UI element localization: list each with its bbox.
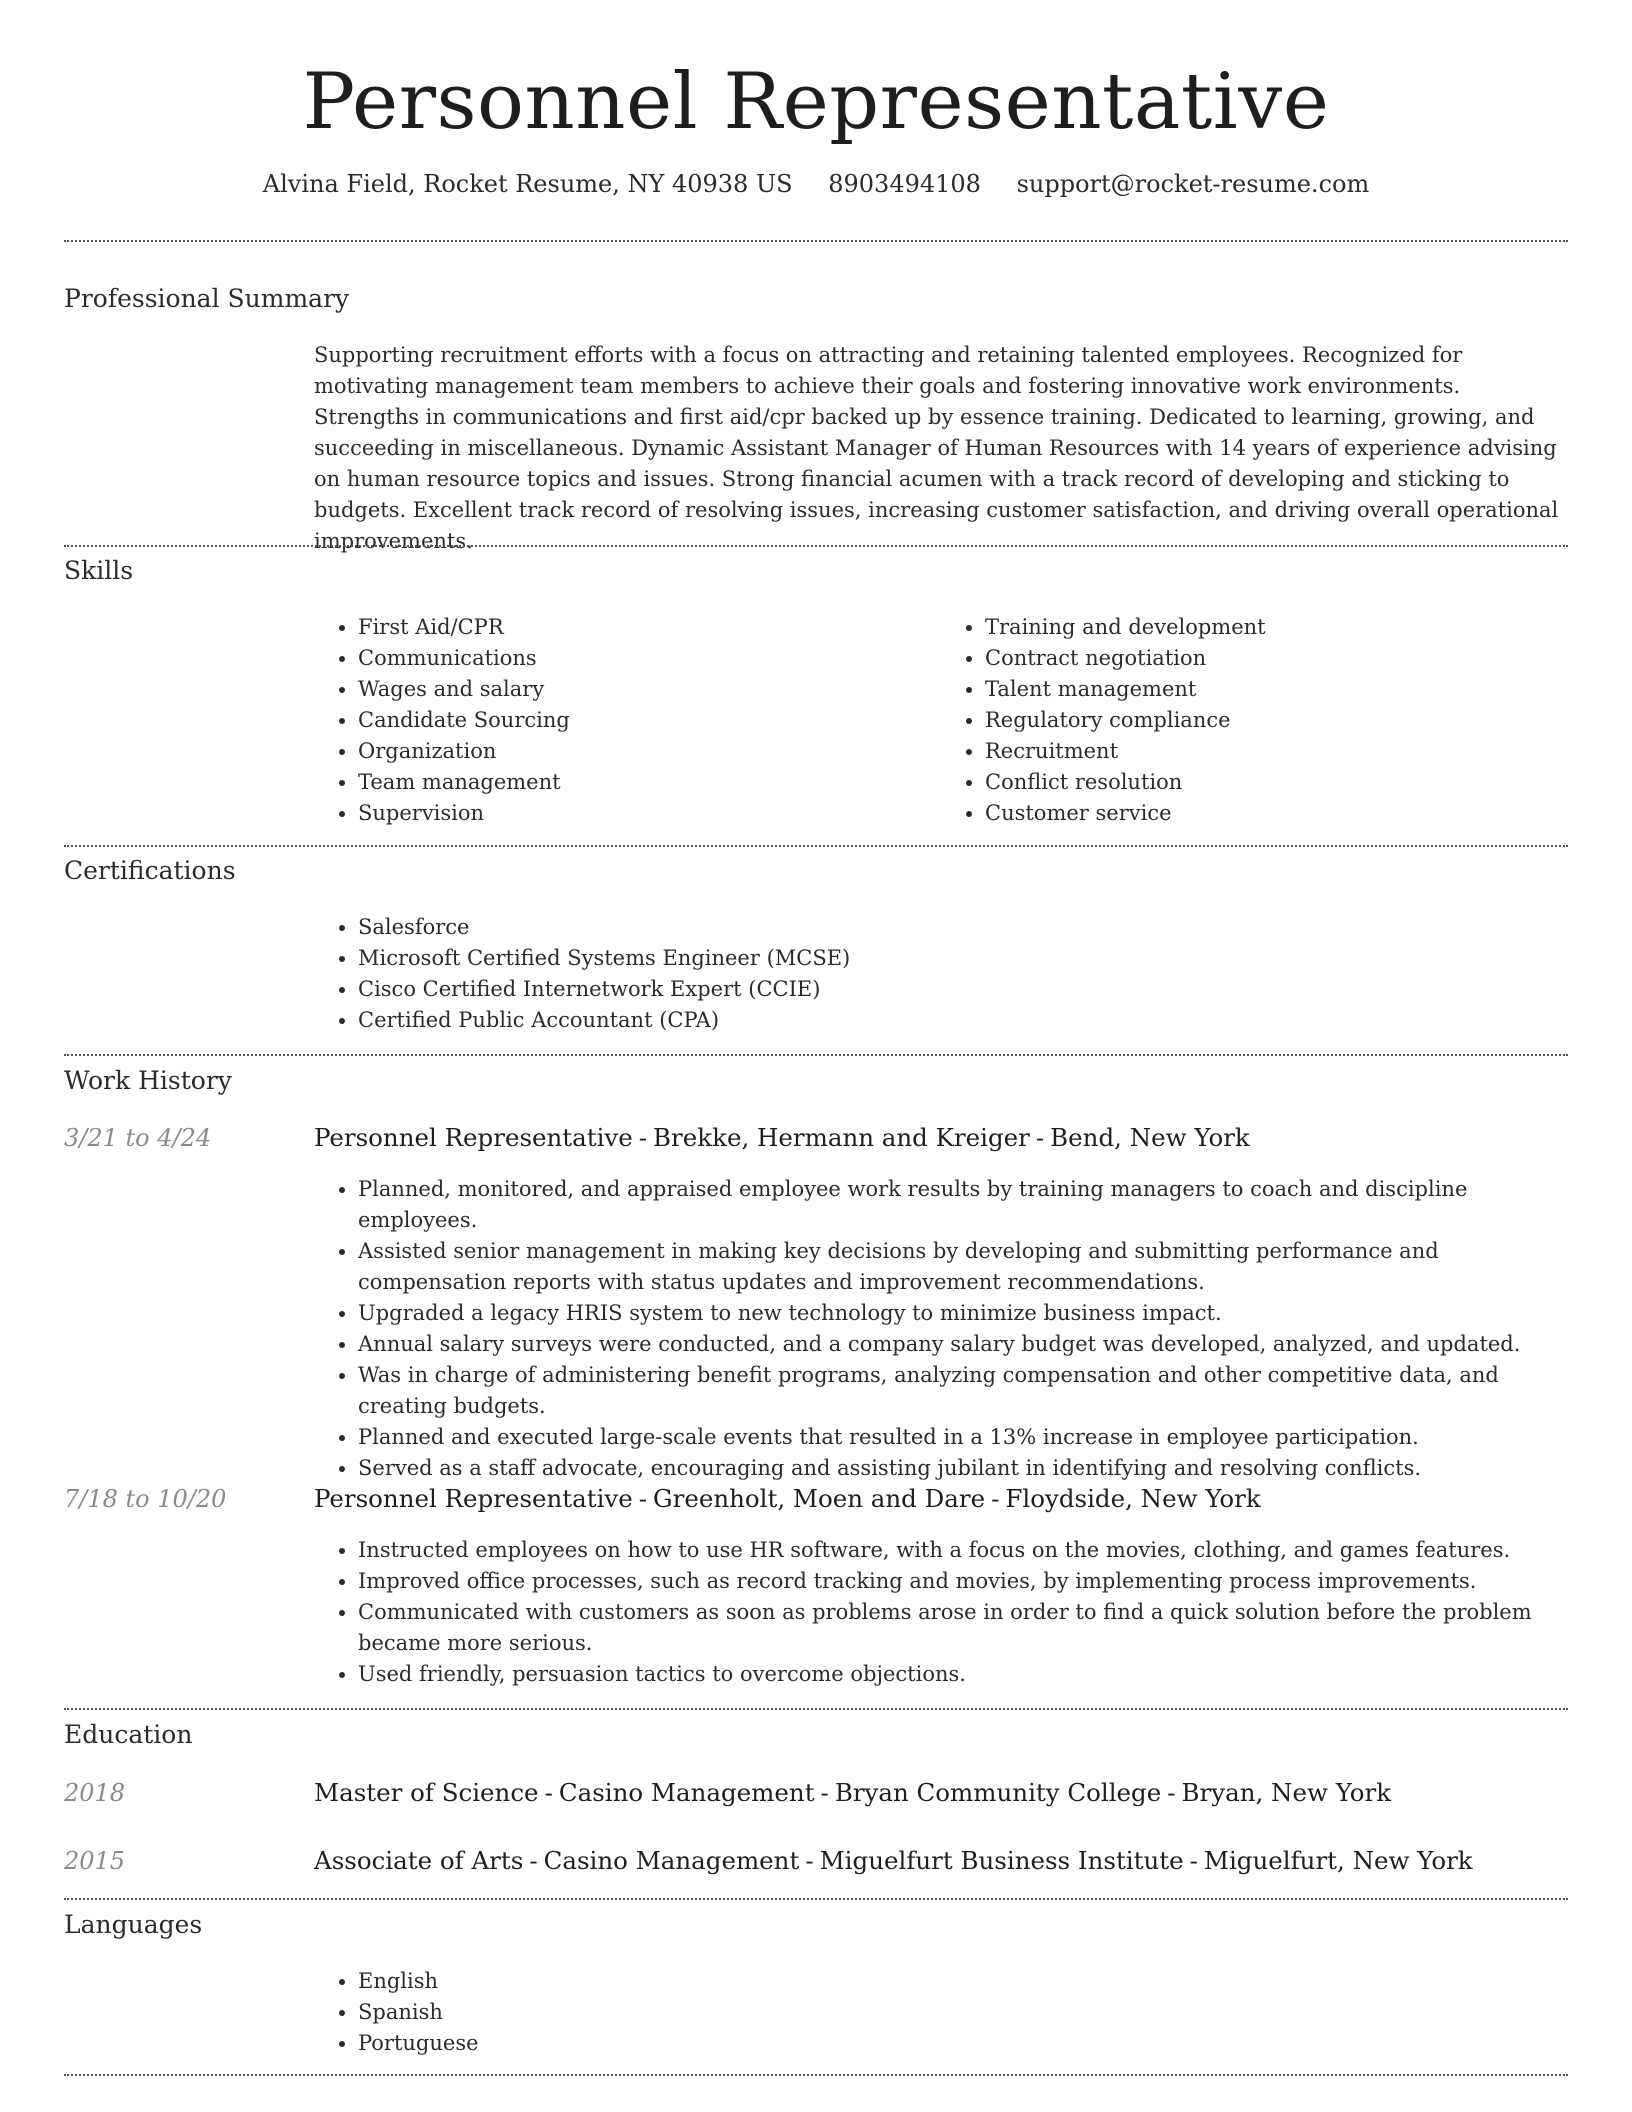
- skills-right-column: [941, 612, 1568, 829]
- skill-item: • First Aid/CPR: [358, 612, 941, 643]
- resume-title: Personnel Representative: [302, 57, 1330, 147]
- job-bullet: • Upgraded a legacy HRIS system to new technology to minimize business impact.: [358, 1298, 1568, 1329]
- job-bullet: • Used friendly, persuasion tactics to overcome objections.: [358, 1659, 1568, 1690]
- education-degree: Associate of Arts: [314, 1846, 524, 1875]
- job-company: Brekke, Hermann and Kreiger: [653, 1123, 1030, 1152]
- skill-item: • Conflict resolution: [985, 767, 1568, 798]
- skill-item: • Recruitment: [985, 736, 1568, 767]
- education-school: Miguelfurt Business Institute: [819, 1846, 1184, 1875]
- job-bullet: • Improved office processes, such as record tracking and movies, by implementing process improvements.: [358, 1566, 1568, 1597]
- education-school: Bryan Community College: [834, 1778, 1162, 1807]
- summary-heading: Professional Summary: [64, 284, 350, 313]
- section-divider: [64, 845, 1568, 847]
- job-company: Greenholt, Moen and Dare: [653, 1484, 986, 1513]
- contact-email: support@rocket-resume.com: [1016, 170, 1370, 198]
- certifications-list: [314, 912, 1568, 1036]
- section-divider: [64, 1708, 1568, 1710]
- job-bullet: • Annual salary surveys were conducted, and a company salary budget was developed, analyzed, and updated.: [358, 1329, 1568, 1360]
- skills-left-column: [314, 612, 941, 829]
- skill-item: • Talent management: [985, 674, 1568, 705]
- languages-list: [314, 1966, 1568, 2059]
- contact-address: Alvina Field, Rocket Resume, NY 40938 US: [262, 170, 793, 198]
- job-location: Floydside, New York: [1005, 1484, 1261, 1513]
- job-bullet: • Communicated with customers as soon as problems arose in order to find a quick solution before the problem became more serious.: [358, 1597, 1568, 1659]
- job-bullet: • Was in charge of administering benefit programs, analyzing compensation and other competitive data, and creating budgets.: [358, 1360, 1568, 1422]
- skill-item: • Team management: [358, 767, 941, 798]
- education-degree: Master of Science: [314, 1778, 539, 1807]
- job-bullet: • Planned, monitored, and appraised employee work results by training managers to coach and discipline employees.: [358, 1174, 1568, 1236]
- job-bullets: [314, 1535, 1568, 1690]
- summary-text: Supporting recruitment efforts with a focus on attracting and retaining talented employees. Recognized for motivating management team members to achieve their goals and fostering innovative work environments. Strengths in communications and first aid/cpr backed up by essence training. Dedicated to learning, growing, and succeeding in miscellaneous. Dynamic Assistant Manager of Human Resources with 14 years of experience advising on human resource topics and issues. Strong financial acumen with a track record of developing and sticking to budgets. Excellent track record of resolving issues, increasing customer satisfaction, and driving overall operational improvements.: [314, 343, 1559, 553]
- separator: -: [529, 1846, 538, 1875]
- work-history-heading: Work History: [64, 1066, 232, 1095]
- skill-item: • Communications: [358, 643, 941, 674]
- job-title: Personnel Representative: [314, 1484, 633, 1513]
- skills-heading: Skills: [64, 556, 134, 585]
- skill-item: • Organization: [358, 736, 941, 767]
- job-title: Personnel Representative: [314, 1123, 633, 1152]
- section-divider: [64, 240, 1568, 242]
- separator: -: [820, 1778, 829, 1807]
- job-heading: [314, 1123, 1250, 1152]
- job-bullet: • Planned and executed large-scale events that resulted in a 13% increase in employee participation.: [358, 1422, 1568, 1453]
- job-heading: [314, 1484, 1261, 1513]
- education-year: 2018: [64, 1779, 126, 1807]
- job-dates: 3/21 to 4/24: [64, 1124, 212, 1152]
- language-item: • Spanish: [358, 1997, 1568, 2028]
- section-divider: [64, 1054, 1568, 1056]
- job-location: Bend, New York: [1050, 1123, 1250, 1152]
- certification-item: • Certified Public Accountant (CPA): [358, 1005, 1568, 1036]
- education-heading: Education: [64, 1720, 193, 1749]
- contact-phone: 8903494108: [828, 170, 981, 198]
- job-dates: 7/18 to 10/20: [64, 1485, 227, 1513]
- job-bullet: • Assisted senior management in making key decisions by developing and submitting performance and compensation reports with status updates and improvement recommendations.: [358, 1236, 1568, 1298]
- separator: -: [638, 1484, 648, 1513]
- skill-item: • Training and development: [985, 612, 1568, 643]
- education-field: Casino Management: [558, 1778, 815, 1807]
- education-location: Bryan, New York: [1181, 1778, 1392, 1807]
- separator: -: [805, 1846, 814, 1875]
- skills-list: [314, 612, 1568, 829]
- skill-item: • Contract negotiation: [985, 643, 1568, 674]
- job-bullet: • Instructed employees on how to use HR software, with a focus on the movies, clothing, and games features.: [358, 1535, 1568, 1566]
- language-item: • Portuguese: [358, 2028, 1568, 2059]
- section-divider: [64, 545, 1568, 547]
- job-bullet: • Served as a staff advocate, encouraging and assisting jubilant in identifying and resolving conflicts.: [358, 1453, 1568, 1484]
- education-location: Miguelfurt, New York: [1203, 1846, 1473, 1875]
- job-bullets: [314, 1174, 1568, 1484]
- separator: -: [1189, 1846, 1198, 1875]
- section-divider: [64, 2074, 1568, 2076]
- separator: -: [991, 1484, 1000, 1513]
- education-year: 2015: [64, 1847, 126, 1875]
- education-entry: [314, 1778, 1391, 1807]
- education-field: Casino Management: [543, 1846, 800, 1875]
- separator: -: [544, 1778, 553, 1807]
- skill-item: • Supervision: [358, 798, 941, 829]
- skill-item: • Wages and salary: [358, 674, 941, 705]
- certifications-heading: Certifications: [64, 856, 236, 885]
- education-entry: [314, 1846, 1473, 1875]
- contact-line: [64, 170, 1568, 198]
- certification-item: • Salesforce: [358, 912, 1568, 943]
- separator: -: [1167, 1778, 1176, 1807]
- certification-item: • Cisco Certified Internetwork Expert (CCIE): [358, 974, 1568, 1005]
- language-item: • English: [358, 1966, 1568, 1997]
- skill-item: • Regulatory compliance: [985, 705, 1568, 736]
- separator: -: [1035, 1123, 1045, 1152]
- separator: -: [638, 1123, 648, 1152]
- skill-item: • Candidate Sourcing: [358, 705, 941, 736]
- languages-heading: Languages: [64, 1910, 203, 1939]
- section-divider: [64, 1898, 1568, 1900]
- skill-item: • Customer service: [985, 798, 1568, 829]
- certification-item: • Microsoft Certified Systems Engineer (MCSE): [358, 943, 1568, 974]
